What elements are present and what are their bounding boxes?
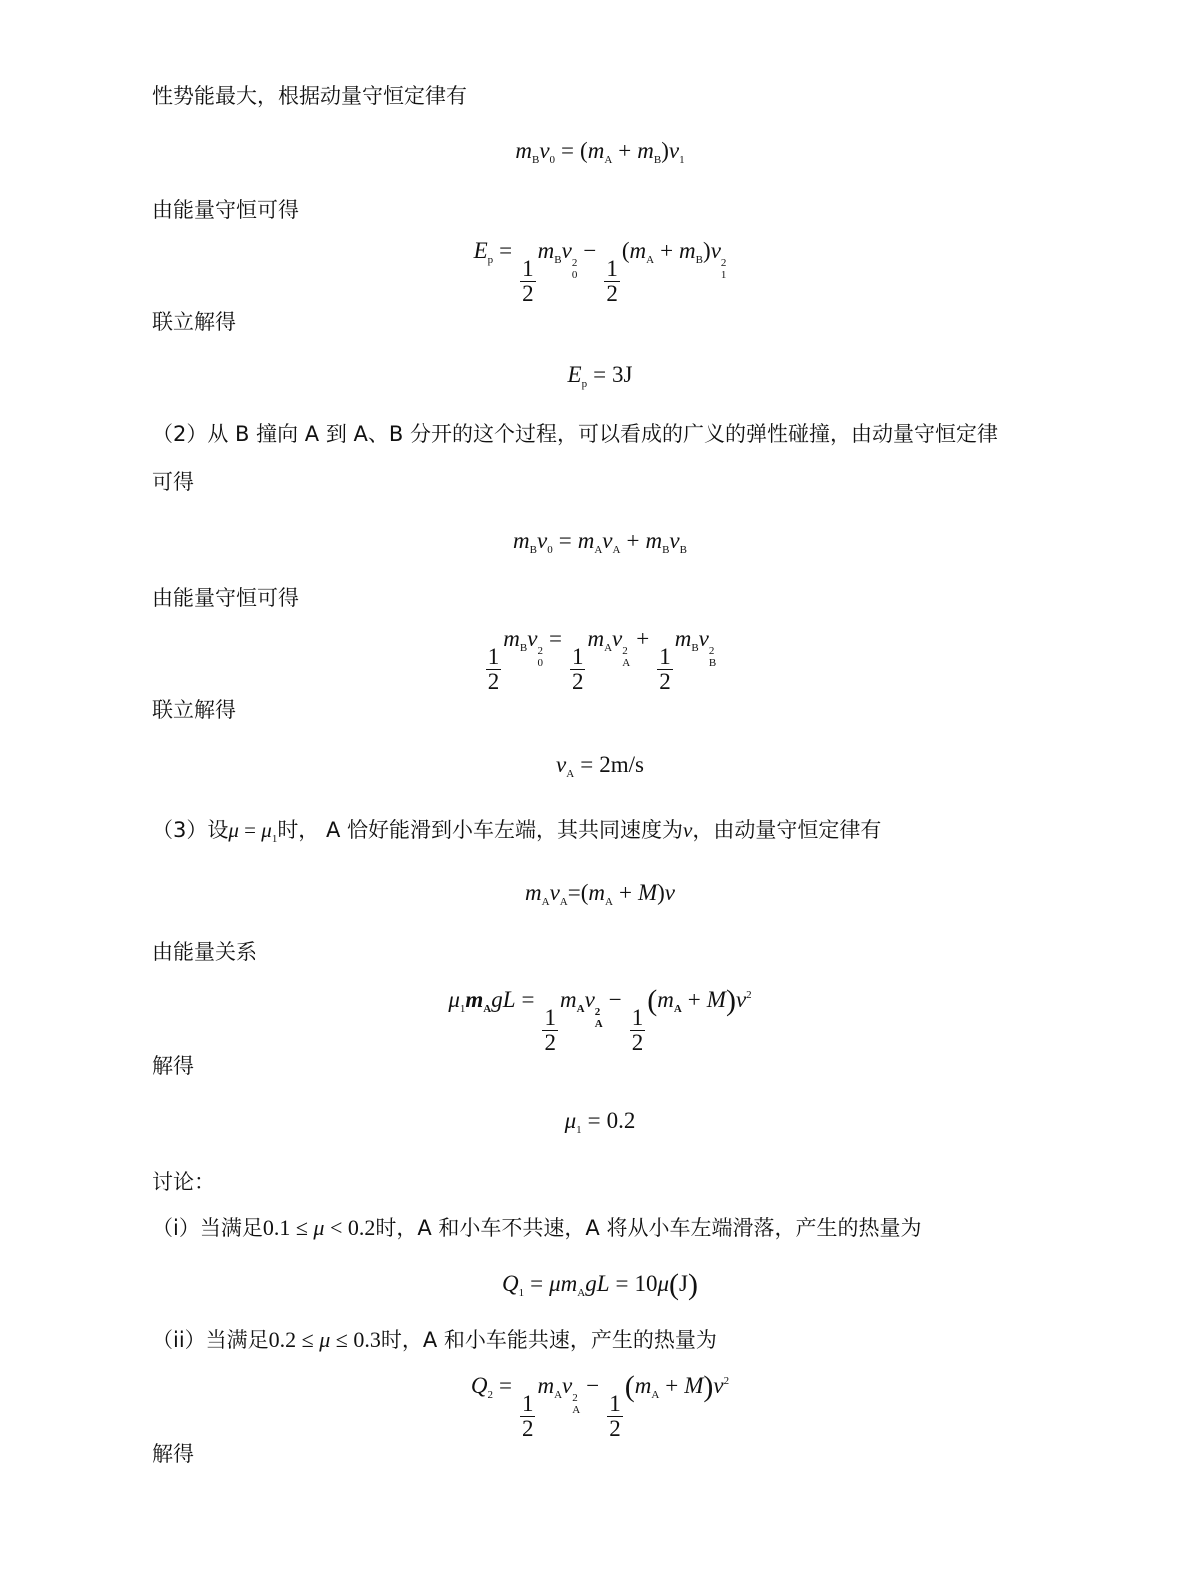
text-line: 性势能最大，根据动量守恒定律有 xyxy=(152,84,467,108)
equation-momentum-3: $m_Av_A=(m_A + M)v$ xyxy=(524,880,675,908)
range-value: 0.2 xyxy=(268,1327,297,1352)
q1-value: 10 xyxy=(634,1271,658,1296)
text-segment: （3）设 xyxy=(152,818,229,842)
range-value: 0.2 xyxy=(347,1215,376,1240)
mu1-value: 0.2 xyxy=(606,1108,636,1133)
equation-energy-1: $E_p$ = $\frac{1}{2}$ $m_Bv$ 2 0 − $\frac{1}{2}$ $(m_A + m_B)v$ 2 1 xyxy=(473,238,727,306)
va-value: 2m/s xyxy=(599,752,644,777)
q1-unit: J xyxy=(679,1271,688,1296)
text-segment: 时，A 和小车不共速，A 将从小车左端滑落，产生的热量为 xyxy=(375,1216,922,1240)
equation-momentum-1: $m_Bv_0 = (m_A + m_B)v_1$ xyxy=(515,138,685,166)
text-segment: （ii）当满足 xyxy=(152,1328,269,1352)
text-line: 由能量守恒可得 xyxy=(152,586,299,610)
text-line-3: （3）设$\mu = \mu_1$时， A 恰好能滑到小车左端，其共同速度为v，由动量守恒定律有 xyxy=(152,818,882,845)
text-line: 解得 xyxy=(152,1442,194,1466)
text-segment: 时， A 恰好能滑到小车左端，其共同速度为 xyxy=(277,818,684,842)
text-line: 解得 xyxy=(152,1054,194,1078)
text-line: 由能量守恒可得 xyxy=(152,198,299,222)
text-segment: 时，A 和小车能共速，产生的热量为 xyxy=(380,1328,717,1352)
text-line: 联立解得 xyxy=(152,698,236,722)
text-line: 联立解得 xyxy=(152,310,236,334)
equation-momentum-2: $m_Bv_0 = m_Av_A + m_Bv_B$ xyxy=(513,528,687,556)
equation-result-va: $v_A = 2m/s$ xyxy=(556,752,644,780)
range-value: 0.3 xyxy=(353,1327,381,1352)
text-line-case-1: （i）当满足0.1 ≤ μ < 0.2时，A 和小车不共速，A 将从小车左端滑落，产生的热量为 xyxy=(152,1215,922,1240)
equation-heat-2: $Q_2$ = $\frac{1}{2}$ $m_Av$ 2 A − $\frac{1}{2}$ $(m_A + M)v^2$ xyxy=(470,1370,730,1441)
text-line: （2）从 B 撞向 A 到 A、B 分开的这个过程，可以看成的广义的弹性碰撞，由动量守恒定律 xyxy=(152,422,998,446)
equation-energy-3: $\mu_1m_AgL$ = $\frac{1}{2}$ $m_Av$ 2 A − $\frac{1}{2}$ $(m_A + M)v^2$ xyxy=(448,984,752,1055)
equation-result-ep: $E_p = 3J$ xyxy=(567,362,633,390)
text-segment: （i）当满足 xyxy=(152,1216,263,1240)
equation-result-mu1: $\mu_1 = 0.2$ xyxy=(564,1108,636,1136)
ep-value: 3J xyxy=(612,362,633,387)
text-line: 讨论： xyxy=(152,1170,215,1194)
range-value: 0.1 xyxy=(262,1215,291,1240)
text-line: 可得 xyxy=(152,470,194,494)
text-line-case-2: （ii）当满足0.2 ≤ μ ≤ 0.3时，A 和小车能共速，产生的热量为 xyxy=(152,1327,717,1352)
text-line: 由能量关系 xyxy=(152,940,257,964)
equation-heat-1: $Q_1 = \mu m_AgL = 10\mu(J)$ xyxy=(502,1268,698,1301)
equation-energy-2: $\frac{1}{2}$ $m_Bv$ 2 0 = $\frac{1}{2}$ $m_Av$ 2 A + $\frac{1}{2}$ $m_Bv$ 2 B xyxy=(487,626,717,694)
text-segment: ，由动量守恒定律有 xyxy=(692,818,882,842)
